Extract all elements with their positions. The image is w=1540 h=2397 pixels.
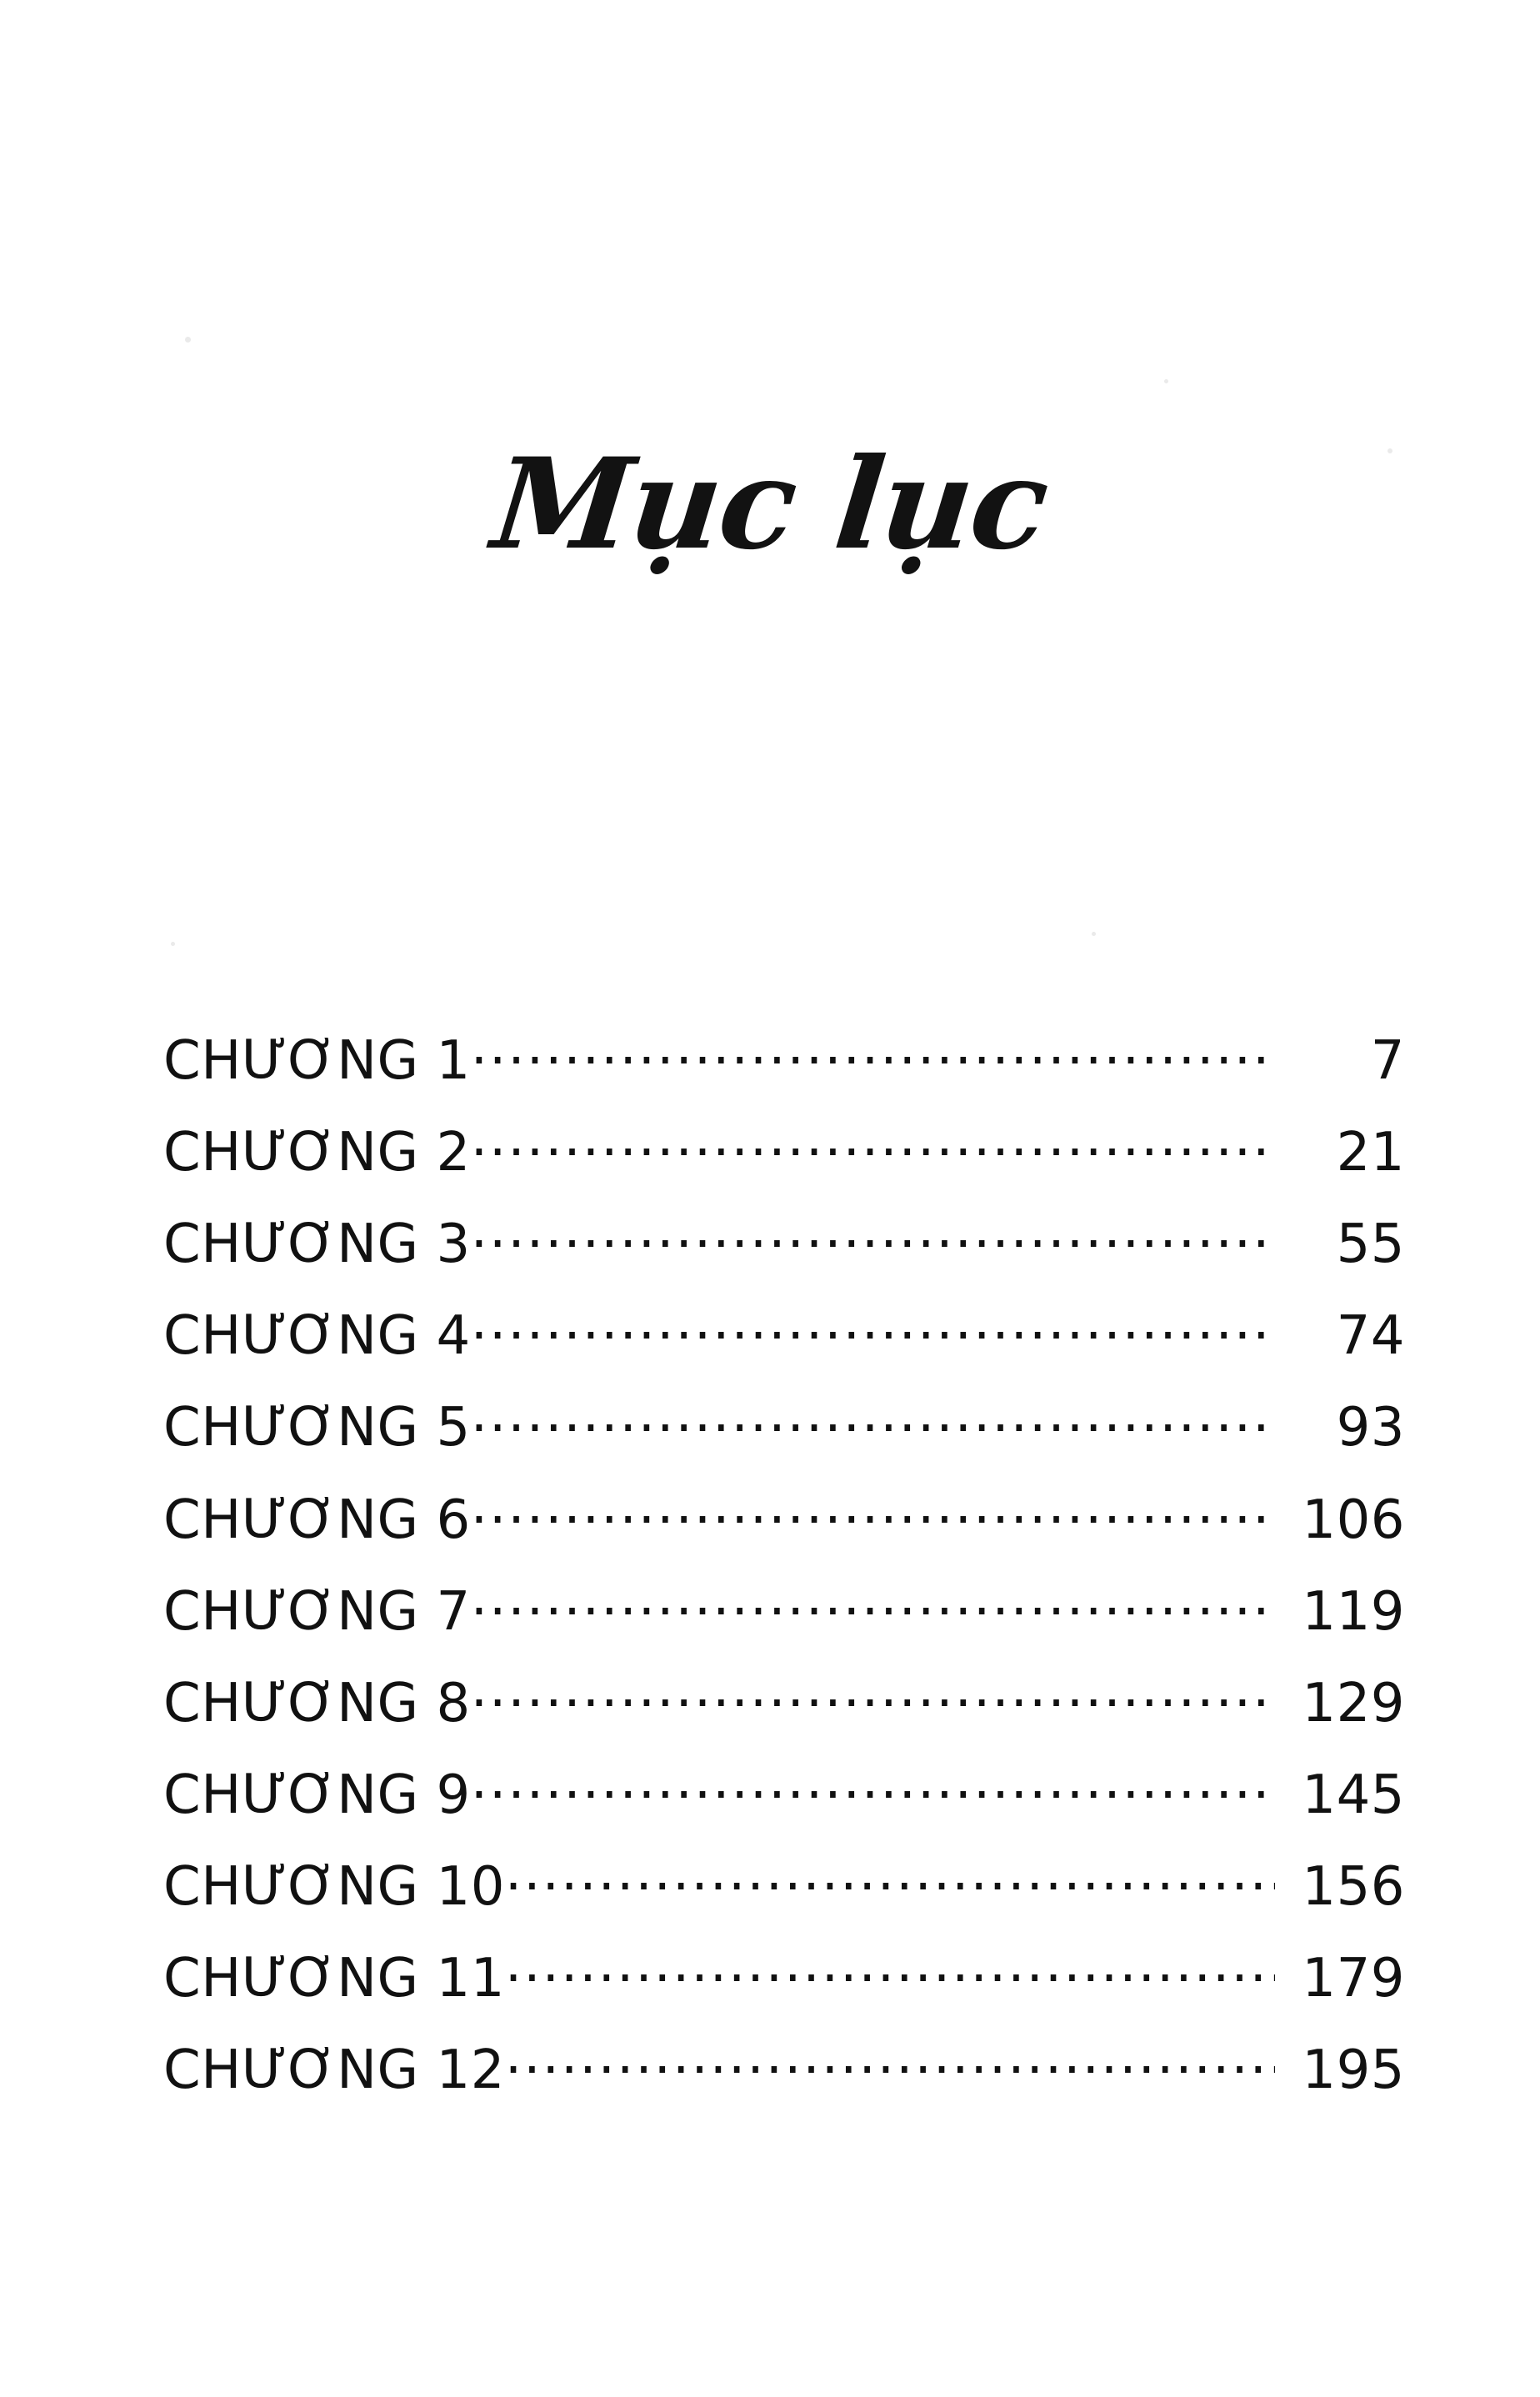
list-item[interactable] xyxy=(163,1484,1405,1549)
toc-entry-label: CHƯƠNG 2 xyxy=(163,1122,471,1184)
page-title: Mục lục xyxy=(486,431,1054,578)
list-item[interactable] xyxy=(163,1300,1405,1368)
toc-entry-page: 195 xyxy=(1302,2039,1405,2102)
toc-entry-page: 129 xyxy=(1302,1672,1405,1734)
toc-leader-dots xyxy=(471,1209,1275,1262)
list-item[interactable] xyxy=(163,2034,1405,2102)
toc-entry-page: 7 xyxy=(1370,1030,1405,1092)
toc-entry-label: CHƯƠNG 12 xyxy=(163,2039,505,2102)
toc-heading-container xyxy=(0,431,1540,578)
toc-entry-label: CHƯƠNG 5 xyxy=(163,1397,471,1459)
toc-entry-list xyxy=(163,1025,1405,2126)
scan-speck xyxy=(171,942,175,946)
toc-leader-dots xyxy=(505,1943,1275,1996)
list-item[interactable] xyxy=(163,1025,1405,1090)
toc-leader-dots xyxy=(471,1576,1275,1629)
toc-entry-page: 74 xyxy=(1336,1305,1405,1368)
toc-entry-page: 55 xyxy=(1336,1214,1405,1276)
toc-entry-page: 21 xyxy=(1336,1122,1405,1184)
toc-entry-label: CHƯƠNG 7 xyxy=(163,1580,471,1643)
list-item[interactable] xyxy=(163,1759,1405,1824)
toc-entry-page: 93 xyxy=(1336,1397,1405,1459)
toc-entry-page: 145 xyxy=(1302,1764,1405,1826)
scan-speck xyxy=(1092,932,1096,936)
toc-entry-label: CHƯƠNG 6 xyxy=(163,1489,471,1551)
list-item[interactable] xyxy=(163,1943,1405,2008)
list-item[interactable] xyxy=(163,1117,1405,1182)
toc-leader-dots xyxy=(471,1025,1275,1078)
toc-leader-dots xyxy=(471,1759,1275,1813)
toc-entry-page: 156 xyxy=(1302,1855,1405,1918)
list-item[interactable] xyxy=(163,1851,1405,1916)
toc-leader-dots xyxy=(471,1300,1275,1354)
toc-entry-page: 179 xyxy=(1302,1948,1405,2010)
toc-entry-label: CHƯƠNG 8 xyxy=(163,1672,471,1734)
toc-leader-dots xyxy=(505,1851,1275,1904)
toc-entry-label: CHƯƠNG 9 xyxy=(163,1764,471,1826)
toc-leader-dots xyxy=(505,2034,1275,2088)
toc-entry-label: CHƯƠNG 4 xyxy=(163,1305,471,1368)
toc-leader-dots xyxy=(471,1668,1275,1721)
scan-speck xyxy=(1164,379,1168,383)
toc-entry-label: CHƯƠNG 10 xyxy=(163,1855,505,1918)
scan-speck xyxy=(185,337,191,343)
toc-leader-dots xyxy=(471,1392,1275,1445)
toc-leader-dots xyxy=(471,1484,1275,1538)
toc-entry-label: CHƯƠNG 1 xyxy=(163,1030,471,1092)
list-item[interactable] xyxy=(163,1209,1405,1274)
toc-entry-page: 106 xyxy=(1302,1489,1405,1551)
toc-leader-dots xyxy=(471,1117,1275,1170)
toc-entry-label: CHƯƠNG 3 xyxy=(163,1214,471,1276)
list-item[interactable] xyxy=(163,1668,1405,1733)
list-item[interactable] xyxy=(163,1392,1405,1457)
list-item[interactable] xyxy=(163,1576,1405,1641)
toc-entry-label: CHƯƠNG 11 xyxy=(163,1948,505,2010)
toc-entry-page: 119 xyxy=(1302,1580,1405,1643)
